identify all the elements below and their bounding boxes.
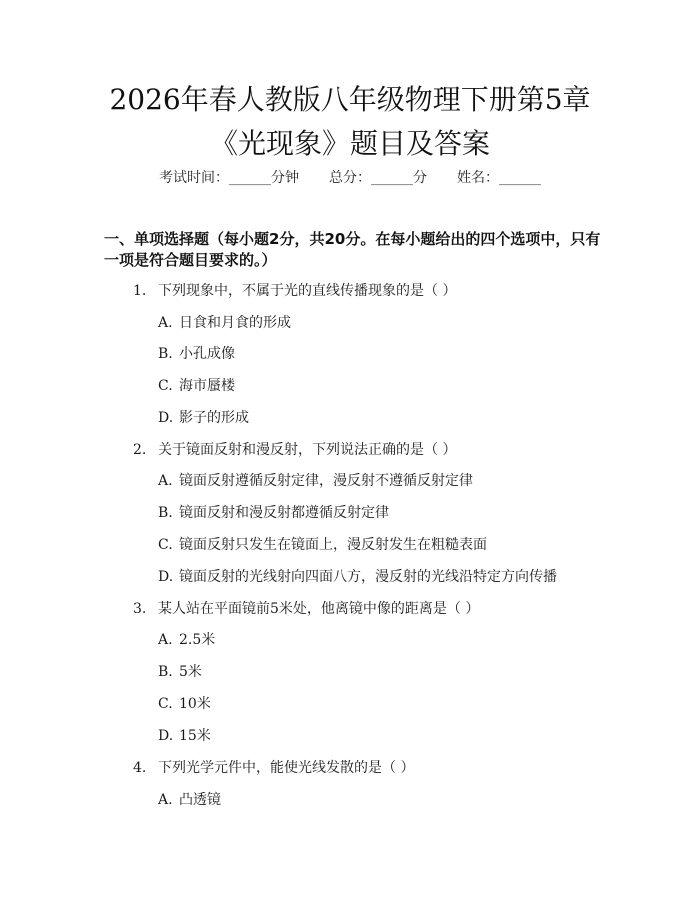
question-2-option-b xyxy=(158,503,389,523)
question-3-option-c xyxy=(158,694,211,714)
option-text: 日食和月食的形成 xyxy=(179,315,291,331)
document-title: 2026年春人教版八年级物理下册第5章《光现象》题目及答案 xyxy=(109,83,591,160)
option-letter: B. xyxy=(158,505,173,521)
question-text: 下列现象中，不属于光的直线传播现象的是（ ） xyxy=(158,283,457,299)
option-text: 海市蜃楼 xyxy=(179,378,235,394)
question-2-option-c xyxy=(158,535,487,555)
option-letter: C. xyxy=(158,378,173,394)
question-3 xyxy=(133,599,479,619)
option-letter: A. xyxy=(158,632,173,648)
question-3-option-d xyxy=(158,726,211,746)
question-1-option-a xyxy=(158,313,291,333)
section-heading: 一、单项选择题（每小题2分，共20分。在每小题给出的四个选项中，只有一项是符合题目要求的。） xyxy=(104,230,601,269)
option-letter: A. xyxy=(158,315,173,331)
question-2 xyxy=(133,440,456,460)
question-3-option-a xyxy=(158,630,215,650)
question-text: 关于镜面反射和漫反射，下列说法正确的是（ ） xyxy=(158,442,457,458)
option-text: 镜面反射和漫反射都遵循反射定律 xyxy=(179,505,389,521)
question-1-option-c xyxy=(158,376,235,396)
option-text: 镜面反射只发生在镜面上，漫反射发生在粗糙表面 xyxy=(179,537,487,553)
question-1-option-b xyxy=(158,344,235,364)
option-letter: A. xyxy=(158,473,173,489)
question-number: 4. xyxy=(133,760,147,776)
exam-info-line xyxy=(0,168,700,188)
option-letter: A. xyxy=(158,792,173,808)
question-1-option-d xyxy=(158,408,249,428)
question-4 xyxy=(133,758,414,778)
option-letter: B. xyxy=(158,664,173,680)
option-text: 2.5米 xyxy=(179,632,216,648)
option-letter: C. xyxy=(158,537,173,553)
question-1 xyxy=(133,281,456,301)
option-text: 小孔成像 xyxy=(179,346,235,362)
option-text: 影子的形成 xyxy=(179,410,249,426)
option-letter: D. xyxy=(158,728,174,744)
exam-time-field: 考试时间：______分钟 xyxy=(159,170,299,186)
question-2-option-a xyxy=(158,471,473,491)
student-name-field: 姓名：______ xyxy=(457,170,541,186)
question-number: 2. xyxy=(133,442,147,458)
question-3-option-b xyxy=(158,662,202,682)
option-text: 10米 xyxy=(179,696,211,712)
question-text: 下列光学元件中，能使光线发散的是（ ） xyxy=(158,760,415,776)
option-letter: C. xyxy=(158,696,173,712)
question-text: 某人站在平面镜前5米处，他离镜中像的距离是（ ） xyxy=(158,601,480,617)
option-text: 5米 xyxy=(179,664,202,680)
option-letter: D. xyxy=(158,410,174,426)
option-text: 镜面反射的光线射向四面八方，漫反射的光线沿特定方向传播 xyxy=(179,569,557,585)
total-score-field: 总分：______分 xyxy=(329,170,427,186)
option-text: 镜面反射遵循反射定律，漫反射不遵循反射定律 xyxy=(179,473,473,489)
option-letter: B. xyxy=(158,346,173,362)
option-letter: D. xyxy=(158,569,174,585)
question-2-option-d xyxy=(158,567,557,587)
question-4-option-a xyxy=(158,790,221,810)
question-number: 3. xyxy=(133,601,147,617)
option-text: 15米 xyxy=(179,728,211,744)
option-text: 凸透镜 xyxy=(179,792,221,808)
question-number: 1. xyxy=(133,283,147,299)
